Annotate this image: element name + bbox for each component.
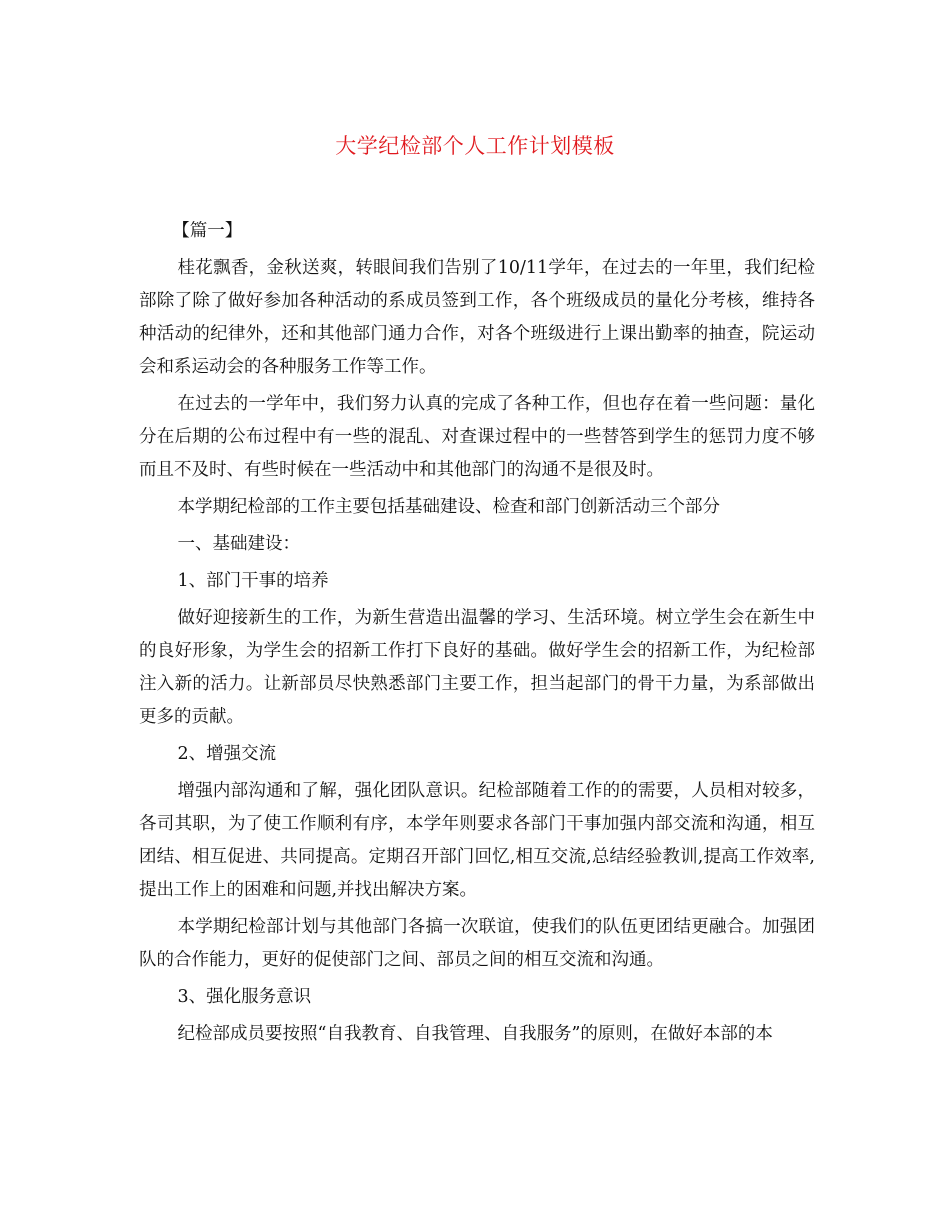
subheading: 3、强化服务意识 <box>177 987 312 1007</box>
paragraph: 桂花飘香，金秋送爽，转眼间我们告别了10/11学年，在过去的一年里，我们纪检部除了除了做好参加各种活动的系成员签到工作，各个班级成员的量化分考核，维持各种活动的纪律外，还和其他部门通力合作，对各个班级进行上课出勤率的抽查，院运动会和系运动会的各种服务工作等工作。 <box>139 258 815 377</box>
paragraph: 纪检部成员要按照“自我教育、自我管理、自我服务”的原则，在做好本部的本 <box>177 1024 773 1044</box>
subheading: 2、增强交流 <box>177 744 277 764</box>
paragraph: 在过去的一学年中，我们努力认真的完成了各种工作，但也存在着一些问题：量化分在后期的公布过程中有一些的混乱、对查课过程中的一些替答到学生的惩罚力度不够而且不及时、有些时候在一些活动中和其他部门的沟通不是很及时。 <box>139 394 815 480</box>
document-title: 大学纪检部个人工作计划模板 <box>335 134 615 158</box>
paragraph: 本学期纪检部的工作主要包括基础建设、检查和部门创新活动三个部分 <box>177 497 720 517</box>
subheading: 一、基础建设： <box>177 534 300 554</box>
paragraph: 增强内部沟通和了解，强化团队意识。纪检部随着工作的的需要，人员相对较多，各司其职，为了使工作顺利有序，本学年则要求各部门干事加强内部交流和沟通，相互团结、相互促进、共同提高。定期召开部门回忆,相互交流,总结经验教训,提高工作效率,提出工作上的困难和问题,并找出解决方案。 <box>139 781 815 900</box>
section-heading: 【篇一】 <box>172 221 243 241</box>
subheading: 1、部门干事的培养 <box>177 571 329 591</box>
document-body <box>139 215 815 1055</box>
paragraph: 本学期纪检部计划与其他部门各搞一次联谊，使我们的队伍更团结更融合。加强团队的合作能力，更好的促使部门之间、部员之间的相互交流和沟通。 <box>139 917 815 970</box>
paragraph: 做好迎接新生的工作，为新生营造出温馨的学习、生活环境。树立学生会在新生中的良好形象，为学生会的招新工作打下良好的基础。做好学生会的招新工作，为纪检部注入新的活力。让新部员尽快熟悉部门主要工作，担当起部门的骨干力量，为系部做出更多的贡献。 <box>139 608 815 727</box>
